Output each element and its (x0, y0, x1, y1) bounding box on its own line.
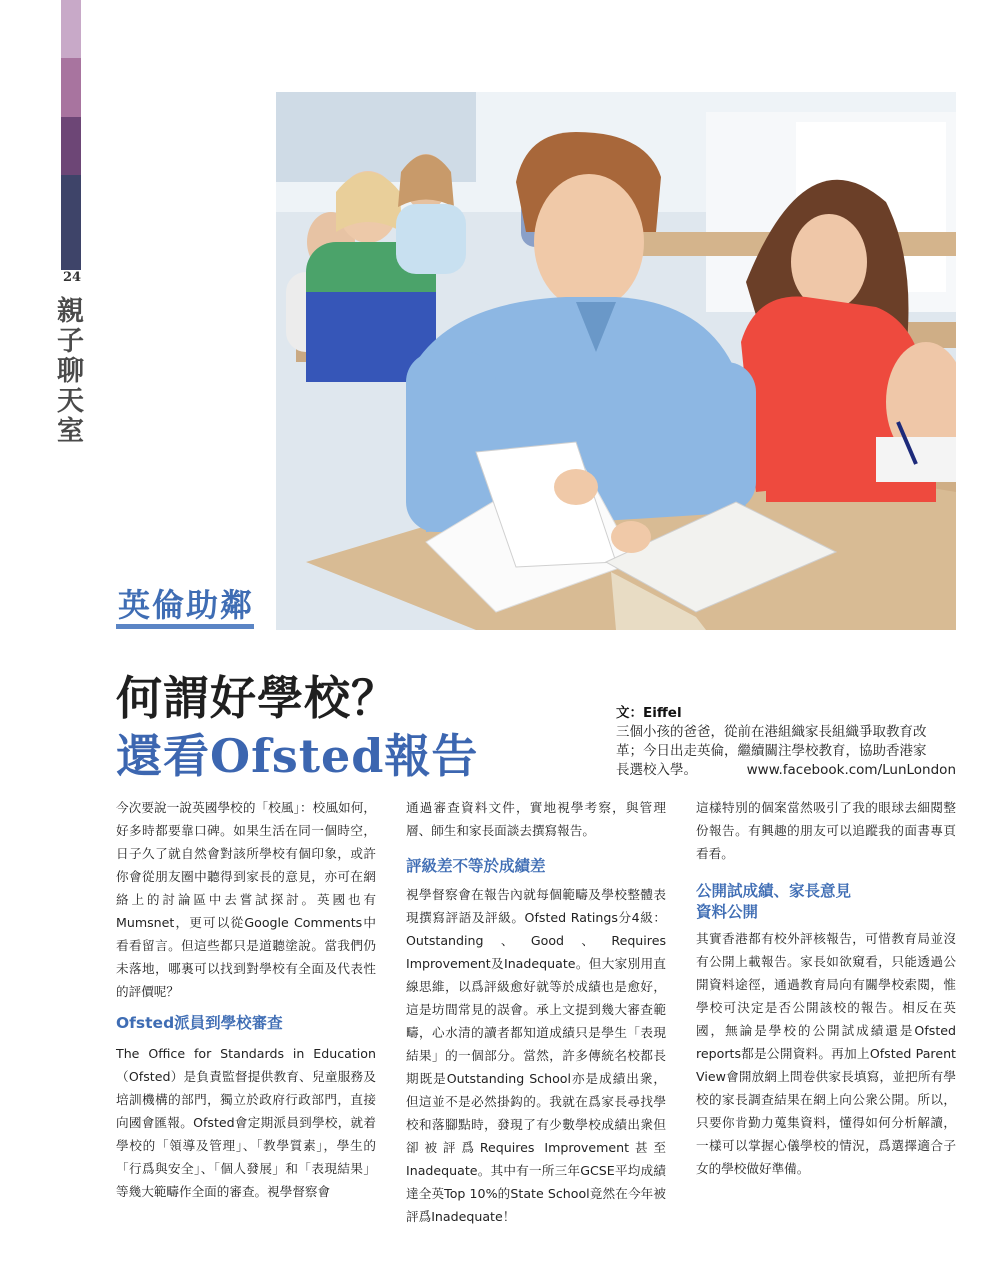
subheading-rating-vs-results: 評級差不等於成績差 (406, 857, 546, 875)
byline-author: 文：Eiffel (616, 705, 682, 721)
article-column-2 (406, 796, 666, 1228)
page-number: 24 (62, 270, 82, 285)
subheading-public-data-line-1: 公開試成績、家長意見 (696, 882, 852, 900)
paragraph-ratings: 視學督察會在報告內就每個範疇及學校整體表現撰寫評語及評級。Ofsted Ratings分4級：Outstanding、Good、Requires Improvement及Inadequate。但大家別用直線思維，以爲評級愈好就等於成績也是愈好，這是坊間常見的誤會。承上文提到幾大審查範疇，心水清的讀者都知道成績只是學生「表現結果」的一個部分。當然，許多傳統名校都長期既是Outstanding School亦是成績出衆，但這並不是必然掛鈎的。我就在爲家長尋找學校和落腳點時，發現了有少數學校成績出衆但卻被評爲Requires Improvement甚至Inadequate。其中有一所三年GCSE平均成績達全英Top 10%的State School竟然在今年被評爲Inadequate！ (406, 887, 666, 1224)
color-bar-segment-2 (61, 58, 81, 117)
color-bar-segment-1 (61, 0, 81, 58)
paragraph-special-case: 這樣特別的個案當然吸引了我的眼球去細閱整份報告。有興趣的朋友可以追蹤我的面書專頁看看。 (696, 800, 956, 861)
subheading-public-data (696, 881, 956, 923)
paragraph-intro: 今次要說一說英國學校的「校風」：校風如何，好多時都要靠口碑。如果生活在同一個時空，日子久了就自然會對該所學校有個印象，或許你會從朋友圈中聽得到家長的意見，亦可在網絡上的討論區中去嘗試探討。英國也有Mumsnet，更可以從Google Comments中看看留言。但這些都只是道聽塗說。當我們仍未落地，哪裏可以找到對學校有全面及代表性的評價呢？ (116, 800, 376, 999)
classroom-photo-icon (276, 92, 956, 630)
paragraph-inspection-continued: 通過審查資料文件，實地視學考察，與管理層、師生和家長面談去撰寫報告。 (406, 800, 666, 838)
column-tag-rule (116, 624, 254, 629)
article-column-3 (696, 796, 956, 1180)
column-tag: 英倫助鄰 (116, 576, 258, 632)
section-title-vertical: 親子聊天室 (52, 296, 83, 446)
headline-line-2: 還看Ofsted報告 (116, 729, 479, 783)
byline-url: www.facebook.com/LunLondon (746, 762, 956, 778)
byline (616, 704, 956, 780)
byline-bio-line-1: 三個小孩的爸爸，從前在港組織家長組織爭取教育改 (616, 724, 927, 740)
paragraph-public-data: 其實香港都有校外評核報告，可惜教育局並沒有公開上載報告。家長如欲窺看，只能透過公開資料途徑，通過教育局向有關學校索閱，惟學校可決定是否公開該校的報告。相反在英國，無論是學校的公開試成績還是Ofsted reports都是公開資料。再加上Ofsted Parent View會開放網上問卷供家長填寫，並把所有學校的家長調查結果在網上向公衆公開。所以，只要你肯勤力蒐集資料，懂得如何分析解讀，一樣可以掌握心儀學校的情況，爲選擇適合子女的學校做好準備。 (696, 931, 956, 1176)
color-bar-segment-4 (61, 175, 81, 270)
article-column-1 (116, 796, 376, 1203)
subheading-public-data-line-2: 資料公開 (696, 903, 759, 921)
byline-bio-last-row (616, 761, 956, 780)
byline-bio-line-3: 長選校入學。 (616, 762, 697, 778)
color-bar-segment-3 (61, 117, 81, 175)
paragraph-ofsted-description: The Office for Standards in Education（Ofsted）是負責監督提供教育、兒童服務及培訓機構的部門，獨立於政府行政部門，直接向國會匯報。Ofsted會定期派員到學校，就着學校的「領導及管理」、「教學質素」，學生的「行爲與安全」、「個人發展」和「表現結果」等幾大範疇作全面的審查。視學督察會 (116, 1046, 376, 1199)
byline-bio-line-2: 革；今日出走英倫，繼續關注學校教育，協助香港家 (616, 743, 927, 759)
classroom-photo (276, 92, 956, 630)
subheading-ofsted-inspection: Ofsted派員到學校審查 (116, 1014, 283, 1032)
headline-line-1: 何謂好學校？ (116, 671, 398, 725)
